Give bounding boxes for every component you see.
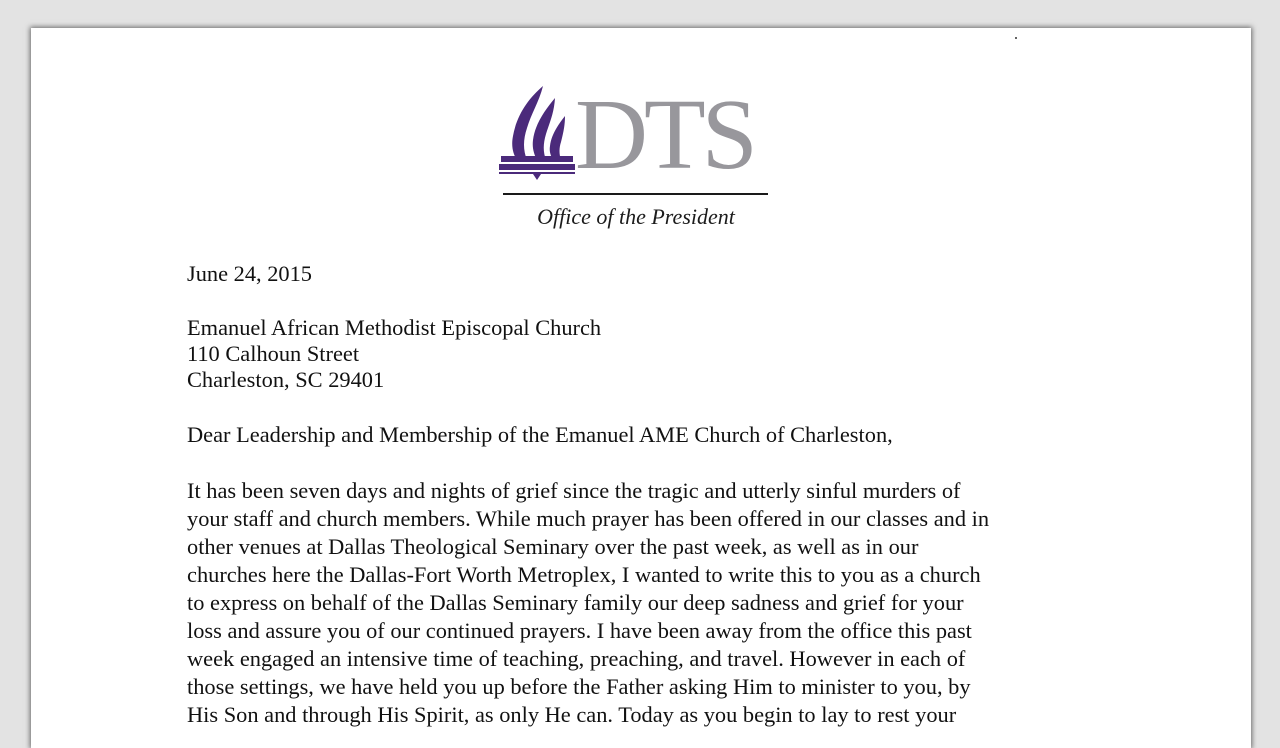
office-title: Office of the President (537, 204, 735, 229)
body-line: churches here the Dallas-Fort Worth Metroplex, I wanted to write this to you as a church (187, 562, 981, 587)
body-line: your staff and church members. While much prayer has been offered in our classes and in (187, 506, 990, 531)
body-line: week engaged an intensive time of teaching, preaching, and travel. However in each of (187, 646, 966, 671)
scan-speck (1015, 37, 1017, 39)
body-line: to express on behalf of the Dallas Seminary family our deep sadness and grief for your (187, 590, 964, 615)
body-line: His Son and through His Spirit, as only He can. Today as you begin to lay to rest your (187, 702, 957, 727)
dts-flame-logo-icon (499, 84, 575, 180)
address-line: Charleston, SC 29401 (187, 367, 385, 392)
body-line: those settings, we have held you up before the Father asking Him to minister to you, by (187, 674, 971, 699)
body-paragraph (187, 477, 1087, 729)
letter-body (187, 259, 1087, 729)
letterhead (499, 78, 771, 234)
letterhead-rule (503, 193, 768, 195)
dts-wordmark: DTS (575, 78, 754, 190)
body-line: It has been seven days and nights of grief since the tragic and utterly sinful murders of (187, 478, 961, 503)
letter-page (31, 28, 1251, 748)
address-line: 110 Calhoun Street (187, 341, 360, 366)
address-line: Emanuel African Methodist Episcopal Church (187, 315, 602, 340)
body-line: other venues at Dallas Theological Seminary over the past week, as well as in our (187, 534, 919, 559)
letter-date: June 24, 2015 (187, 261, 313, 286)
salutation: Dear Leadership and Membership of the Emanuel AME Church of Charleston, (187, 422, 893, 447)
body-line: loss and assure you of our continued prayers. I have been away from the office this past (187, 618, 972, 643)
